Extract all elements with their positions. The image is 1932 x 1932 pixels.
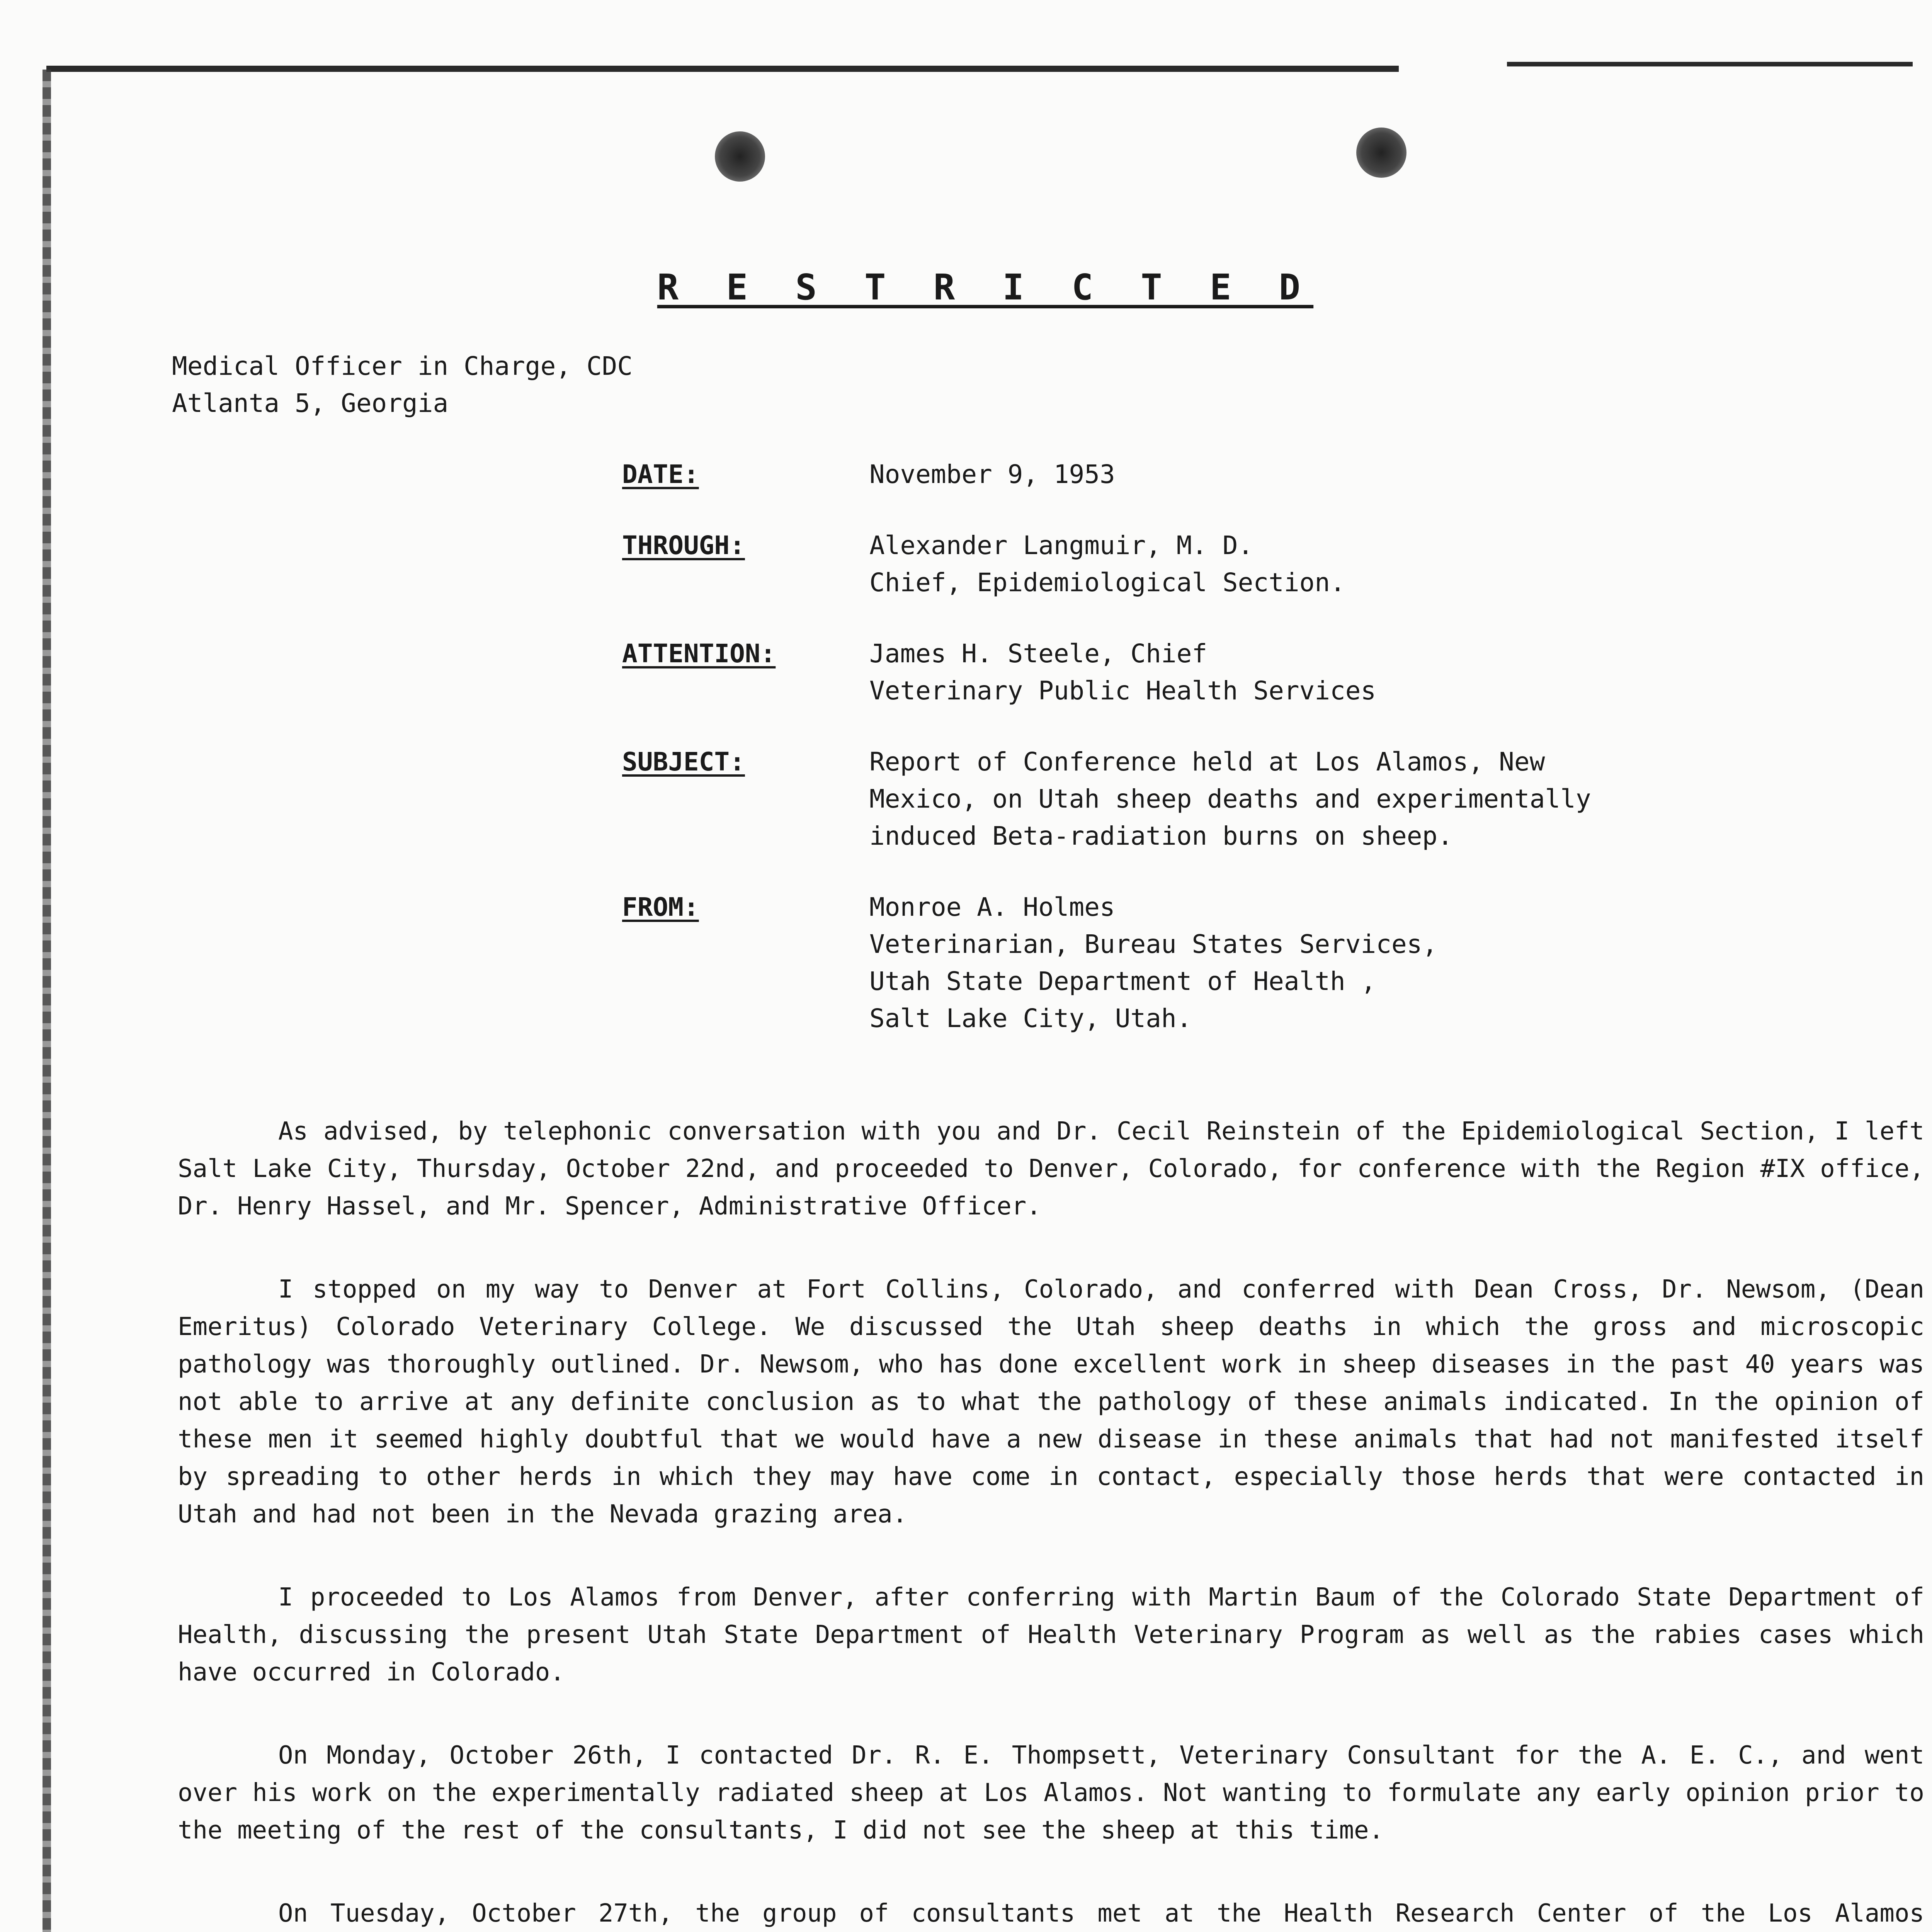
date-value-line: November 9, 1953 <box>869 459 1115 489</box>
from-value-line: Utah State Department of Health , <box>869 966 1376 996</box>
through-value-line: Chief, Epidemiological Section. <box>869 568 1345 597</box>
attention-row <box>622 635 1897 709</box>
through-value-line: Alexander Langmuir, M. D. <box>869 531 1253 560</box>
attention-value <box>869 635 1376 709</box>
subject-value-line: induced Beta-radiation burns on sheep. <box>869 821 1453 851</box>
from-value-line: Salt Lake City, Utah. <box>869 1003 1192 1033</box>
body-paragraph: As advised, by telephonic conversation with you and Dr. Cecil Reinstein of the Epidemiological Section, I left Salt Lake City, Thursday, October 22nd, and proceeded to Denver, Colorado, for conference with the Region #IX office, Dr. Henry Hassel, and Mr. Spencer, Administrative Officer. <box>178 1117 1924 1221</box>
attention-value-line: James H. Steele, Chief <box>869 639 1208 668</box>
through-row <box>622 527 1897 601</box>
date-label: DATE: <box>622 459 699 489</box>
through-value <box>869 527 1345 601</box>
body-paragraph: I proceeded to Los Alamos from Denver, after conferring with Martin Baum of the Colorado State Department of Health, discussing the present Utah State Department of Health Veterinary Program as well as the rabies cases which have occurred in Colorado. <box>178 1583 1924 1687</box>
top-border-rule <box>46 66 1399 72</box>
through-label: THROUGH: <box>622 531 745 560</box>
punch-hole-left <box>715 131 765 182</box>
subject-value-line: Report of Conference held at Los Alamos, New <box>869 747 1545 777</box>
body-paragraph: I stopped on my way to Denver at Fort Collins, Colorado, and conferred with Dean Cross, Dr. Newsom, (Dean Emeritus) Colorado Veterinary College. We discussed the Utah sheep deaths in which the gross and microscopic pathology was thoroughly outlined. Dr. Newsom, who has done excellent work in sheep diseases in the past 40 years was not able to arrive at any definite conclusion as to what the pathology of these animals indicated. In the opinion of these men it seemed highly doubtful that we would have a new disease in these animals that had not manifested itself by spreading to other herds in which they may have come in contact, especially those herds that were contacted in Utah and had not been in the Nevada grazing area. <box>178 1275 1924 1529</box>
subject-value <box>869 743 1591 855</box>
from-label: FROM: <box>622 892 699 922</box>
from-value-line: Monroe A. Holmes <box>869 892 1115 922</box>
body-paragraph: On Tuesday, October 27th, the group of consultants met at the Health Research Center of the Los Alamos <box>278 1899 1924 1928</box>
addressee-block <box>172 348 633 422</box>
date-value <box>869 456 1115 493</box>
classification-header: R E S T R I C T E D <box>657 267 1314 308</box>
memo-header <box>622 456 1897 1071</box>
from-value <box>869 889 1437 1037</box>
left-binding-edge <box>43 70 51 1932</box>
body-paragraph: On Monday, October 26th, I contacted Dr. R. E. Thompsett, Veterinary Consultant for the A. E. C., and went over his work on the experimentally radiated sheep at Los Alamos. Not wanting to formulate any early opinion prior to the meeting of the rest of the consultants, I did not see the sheep at this time. <box>178 1741 1924 1845</box>
subject-row <box>622 743 1897 855</box>
top-border-rule-right <box>1507 62 1913 66</box>
date-row <box>622 456 1897 493</box>
addressee-line-2: Atlanta 5, Georgia <box>172 388 449 418</box>
punch-hole-right <box>1356 128 1406 178</box>
subject-value-line: Mexico, on Utah sheep deaths and experimentally <box>869 784 1591 814</box>
attention-value-line: Veterinary Public Health Services <box>869 676 1376 706</box>
memo-body <box>178 1113 1924 1932</box>
from-value-line: Veterinarian, Bureau States Services, <box>869 929 1438 959</box>
attention-label: ATTENTION: <box>622 639 776 668</box>
from-row <box>622 889 1897 1037</box>
subject-label: SUBJECT: <box>622 747 745 777</box>
addressee-line-1: Medical Officer in Charge, CDC <box>172 351 633 381</box>
